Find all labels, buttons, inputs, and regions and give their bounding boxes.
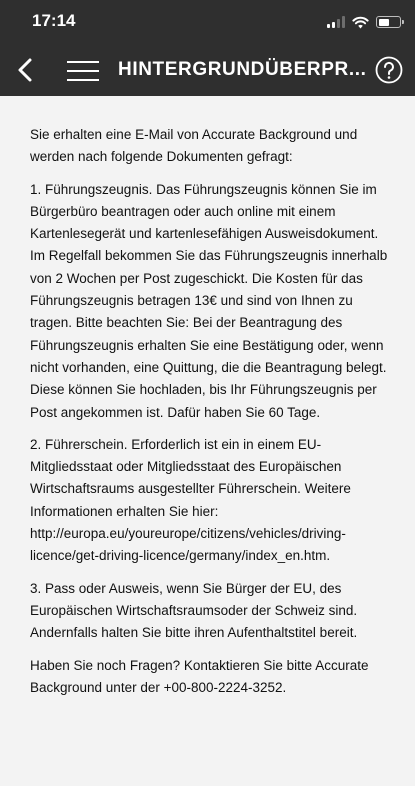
intro-paragraph: Sie erhalten eine E-Mail von Accurate Background und werden nach folgende Dokumenten gefragt: xyxy=(30,127,358,165)
cellular-signal-icon xyxy=(327,16,345,28)
battery-level xyxy=(379,19,389,26)
status-bar xyxy=(0,0,415,44)
passport-paragraph: 3. Pass oder Ausweis, wenn Sie Bürger der EU, des Europäischen Wirtschaftsraumsoder der Schweiz sind. Andernfalls halten Sie bitte ihren Aufenthaltstitel bereit. xyxy=(30,580,358,641)
drivers-license-paragraph: 2. Führerschein. Erforderlich ist ein in einem EU-Mitgliedsstaat oder Mitgliedsstaat des Europäischen Wirtschaftsraums ausgestellter Führerschein. Weitere Informationen erhalten Sie hier: http://europa.eu/youreurope/citizens/vehicles/driving-licence/get-driving-licence/germany/index_en.htm. xyxy=(30,436,351,564)
instructions-content xyxy=(30,124,392,709)
status-icons xyxy=(327,13,401,31)
back-button[interactable] xyxy=(14,57,36,83)
status-time: 17:14 xyxy=(32,11,76,30)
help-button[interactable] xyxy=(375,56,403,84)
contact-paragraph: Haben Sie noch Fragen? Kontaktieren Sie bitte Accurate Background unter der +00-800-2224-3252. xyxy=(30,657,369,695)
hamburger-menu-icon[interactable] xyxy=(66,59,100,83)
navigation-bar xyxy=(0,44,415,96)
page-title: HINTERGRUNDÜBERPR... xyxy=(118,59,367,80)
battery-icon xyxy=(376,16,401,28)
wifi-icon xyxy=(352,16,369,29)
certificate-of-conduct-paragraph: 1. Führungszeugnis. Das Führungszeugnis können Sie im Bürgerbüro beantragen oder auch online mit einem Kartenlesegerät und kartenlesefähigen Ausweisdokument. Im Regelfall bekommen Sie das Führungszeugnis innerhalb von 2 Wochen per Post zugeschickt. Die Kosten für das Führungszeugnis betragen 13€ und sind von Ihnen zu tragen. Bitte beachten Sie: Bei der Beantragung des Führungszeugnis erhalten Sie eine Bestätigung oder, wenn nicht vorhanden, eine Quittung, die die Beantragung belegt. Diese können Sie hochladen, bis Ihr Führungszeugnis per Post angekommen ist. Dafür haben Sie 60 Tage. xyxy=(30,181,388,420)
